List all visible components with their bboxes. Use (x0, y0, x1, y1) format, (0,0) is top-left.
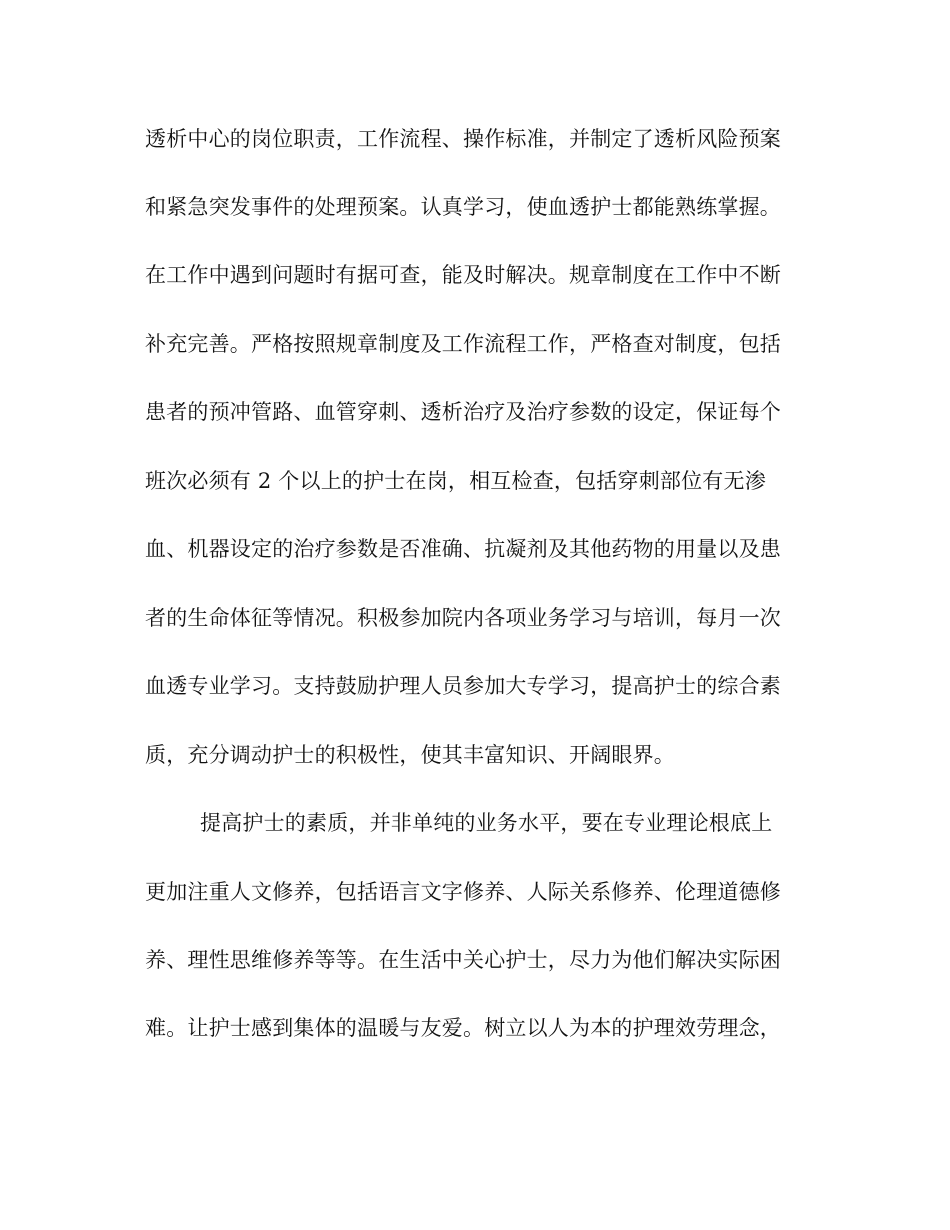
paragraph-line-7: 血、机器设定的治疗参数是否准确、抗凝剂及其他药物的用量以及患 (145, 537, 781, 561)
paragraph-line-4: 补充完善。严格按照规章制度及工作流程工作，严格查对制度，包括 (145, 332, 781, 356)
paragraph-line-12: 更加注重人文修养，包括语言文字修养、人际关系修养、伦理道德修 (145, 880, 781, 904)
paragraph-line-3: 在工作中遇到问题时有据可查，能及时解决。规章制度在工作中不断 (145, 263, 781, 287)
paragraph-line-13: 养、理性思维修养等等。在生活中关心护士，尽力为他们解决实际困 (145, 948, 781, 972)
paragraph-line-9: 血透专业学习。支持鼓励护理人员参加大专学习，提高护士的综合素 (145, 674, 781, 698)
paragraph-line-11: 提高护士的素质，并非单纯的业务水平，要在专业理论根底上 (200, 811, 773, 835)
paragraph-line-5: 患者的预冲管路、血管穿刺、透析治疗及治疗参数的设定，保证每个 (145, 400, 781, 424)
paragraph-line-14: 难。让护士感到集体的温暖与友爱。树立以人为本的护理效劳理念， (145, 1016, 781, 1040)
paragraph-line-1: 透析中心的岗位职责，工作流程、操作标准，并制定了透析风险预案 (145, 127, 781, 151)
paragraph-line-6: 班次必须有 2 个以上的护士在岗，相互检查，包括穿刺部位有无渗 (145, 469, 766, 493)
paragraph-line-10: 质，充分调动护士的积极性，使其丰富知识、开阔眼界。 (145, 743, 675, 767)
paragraph-line-2: 和紧急突发事件的处理预案。认真学习，使血透护士都能熟练掌握。 (145, 195, 781, 219)
paragraph-line-8: 者的生命体征等情况。积极参加院内各项业务学习与培训，每月一次 (145, 606, 781, 630)
